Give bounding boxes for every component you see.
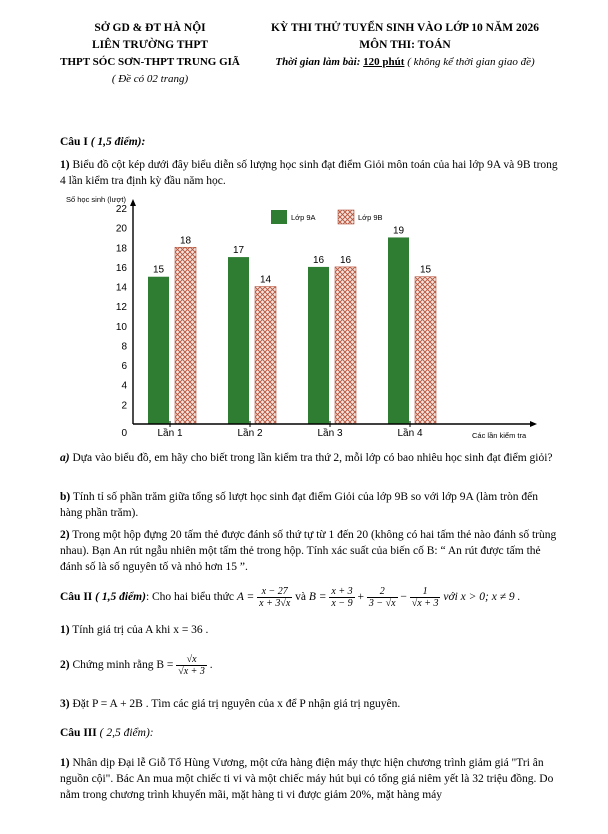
subject: MÔN THI: TOÁN bbox=[359, 39, 451, 51]
y-tick-label: 18 bbox=[115, 243, 127, 255]
x-axis-arrow bbox=[530, 421, 537, 427]
y-tick-label: 12 bbox=[115, 302, 127, 314]
time-label: Thời gian làm bài: bbox=[275, 56, 364, 68]
q2-part-2 bbox=[60, 650, 560, 680]
q2-plus: + bbox=[354, 591, 367, 603]
time-value: 120 phút bbox=[363, 56, 405, 68]
expr-b-frac3 bbox=[410, 586, 441, 609]
q1-intro-num: 1) bbox=[60, 159, 70, 171]
legend-label-9b: Lớp 9B bbox=[358, 213, 383, 222]
q2-and: và bbox=[295, 591, 309, 603]
q2-p3-text: Đặt P = A + 2B . Tìm các giá trị nguyên của x để P nhận giá trị nguyên. bbox=[69, 698, 401, 710]
bar-value-label: 19 bbox=[392, 225, 405, 237]
q1-part-a bbox=[60, 450, 560, 466]
expr-b2-num: 2 bbox=[367, 586, 398, 598]
q2-p1-num: 1) bbox=[60, 624, 70, 636]
y-tick-label: 22 bbox=[115, 204, 127, 215]
q2-part-3 bbox=[60, 696, 560, 712]
q1-intro-text: Biểu đồ cột kép dưới đây biểu diễn số lượng học sinh đạt điểm Giỏi môn toán của hai lớp 9A và 9B trong 4 lần kiểm tra định kỳ đầu năm học. bbox=[60, 159, 558, 187]
q2-condition: với x > 0; x ≠ 9 . bbox=[440, 591, 521, 603]
bar-9a bbox=[148, 277, 169, 424]
q2-p2-end: . bbox=[206, 659, 213, 671]
bar-value-label: 17 bbox=[232, 245, 245, 257]
q2-p2-frac-num: √x bbox=[176, 654, 207, 666]
y-tick-label: 10 bbox=[115, 321, 127, 333]
x-tick-label: Lần 1 bbox=[157, 428, 183, 439]
q1-part-2 bbox=[60, 527, 560, 575]
q2-title: Câu II bbox=[60, 591, 93, 603]
expr-b-frac2 bbox=[367, 586, 398, 609]
y-tick-labels bbox=[116, 204, 128, 439]
q1-title: Câu I bbox=[60, 136, 88, 148]
x-axis-label: Các lần kiểm tra bbox=[472, 431, 527, 440]
q3-heading bbox=[60, 725, 560, 741]
y-axis-arrow bbox=[130, 199, 136, 206]
header-left-line2: LIÊN TRƯỜNG THPT bbox=[91, 39, 209, 51]
expr-a-num: x − 27 bbox=[257, 586, 292, 598]
q2-p2-frac bbox=[176, 654, 207, 677]
bar-9a bbox=[388, 237, 409, 424]
q1-a-text: Dựa vào biểu đồ, em hãy cho biết trong lần kiểm tra thứ 2, mỗi lớp có bao nhiêu học sinh đạt điểm giỏi? bbox=[69, 452, 553, 464]
expr-a-lhs: A = bbox=[236, 591, 258, 603]
q1-part-b bbox=[60, 489, 560, 521]
q3-points: ( 2,5 điểm): bbox=[96, 727, 154, 739]
legend bbox=[271, 210, 383, 224]
q1-p2-text: Trong một hộp đựng 20 tấm thẻ được đánh số thứ tự từ 1 đến 20 (không có hai tấm thẻ nào đánh số trùng nhau). Bạn An rút ngẫu nhiên một tấm thẻ trong hộp. Tính xác suất của biến cố B: “ An rút được tấm thẻ đánh số là số nguyên tố và nhỏ hơn 15 ”. bbox=[60, 529, 557, 573]
q2-p2-num: 2) bbox=[60, 659, 70, 671]
expr-b1-den: x − 9 bbox=[331, 597, 353, 609]
bar-value-label: 16 bbox=[312, 254, 325, 266]
expr-b3-den: √x + 3 bbox=[411, 597, 439, 609]
y-tick-label: 16 bbox=[115, 262, 127, 274]
bar-value-label: 16 bbox=[339, 254, 352, 266]
q1-heading bbox=[60, 134, 560, 150]
q2-p1-text: Tính giá trị của A khi x = 36 . bbox=[69, 624, 209, 636]
time-note: ( không kể thời gian giao đề) bbox=[404, 56, 535, 68]
legend-swatch-9b bbox=[338, 210, 354, 224]
bar-9a bbox=[308, 267, 329, 424]
bar-value-label: 15 bbox=[152, 264, 165, 276]
q1-points: ( 1,5 điểm): bbox=[87, 136, 146, 148]
q2-points: ( 1,5 điểm) bbox=[92, 591, 146, 603]
q2-heading bbox=[60, 582, 580, 612]
q1-b-text: Tính tỉ số phần trăm giữa tổng số lượt học sinh đạt điểm Giỏi của lớp 9B so với lớp 9A (làm tròn đến hàng phần trăm). bbox=[60, 491, 539, 519]
bar-value-label: 14 bbox=[259, 274, 272, 286]
y-tick-label: 20 bbox=[115, 223, 127, 235]
q2-lead: : Cho hai biểu thức bbox=[145, 591, 237, 603]
y-tick-label: 0 bbox=[121, 428, 127, 439]
q2-p2-frac-den: √x + 3 bbox=[178, 665, 205, 677]
y-tick-label: 14 bbox=[115, 282, 127, 294]
q2-p3-num: 3) bbox=[60, 698, 70, 710]
x-tick-label: Lần 3 bbox=[317, 428, 343, 439]
q1-intro bbox=[60, 157, 560, 189]
q3-title: Câu III bbox=[60, 727, 97, 739]
expr-a-den: x + 3√x bbox=[259, 597, 291, 609]
q3-part-1 bbox=[60, 755, 560, 803]
legend-label-9a: Lớp 9A bbox=[291, 213, 316, 222]
expr-b-lhs: B = bbox=[308, 591, 330, 603]
header-left-line1: SỞ GD & ĐT HÀ NỘI bbox=[94, 22, 206, 34]
double-bar-chart bbox=[60, 192, 560, 447]
q2-p2-text: Chứng minh rằng B = bbox=[69, 659, 177, 671]
expr-a-frac bbox=[257, 586, 292, 609]
y-tick-label: 8 bbox=[121, 341, 127, 353]
exam-title: KỲ THI THỬ TUYỂN SINH VÀO LỚP 10 NĂM 2026 bbox=[270, 22, 540, 34]
time-line bbox=[255, 56, 555, 68]
q3-p1-text: Nhân dịp Đại lễ Giỗ Tổ Hùng Vương, một cửa hàng điện máy thực hiện chương trình giảm giá "Tri ân nguồn cội". Bác An mua một chiếc ti vi và một chiếc máy hút bụi có tổng giá niêm yết là 32 triệu đồng. Do nằm trong chương trình khuyến mãi, mặt hàng ti vi được giảm 20%, mặt hàng máy bbox=[60, 757, 554, 801]
bar-value-label: 15 bbox=[419, 264, 432, 276]
y-axis-label: Số học sinh (lượt) bbox=[66, 195, 126, 204]
x-tick-label: Lần 4 bbox=[397, 428, 423, 439]
expr-b1-num: x + 3 bbox=[331, 585, 353, 597]
legend-swatch-9a bbox=[271, 210, 287, 224]
bars bbox=[148, 225, 436, 424]
q1-b-num: b) bbox=[60, 491, 71, 503]
expr-b3-num: 1 bbox=[410, 586, 441, 598]
y-tick-label: 2 bbox=[121, 400, 127, 412]
y-tick-label: 6 bbox=[121, 361, 127, 373]
bar-9b bbox=[175, 247, 196, 424]
expr-b2-den: 3 − √x bbox=[368, 597, 396, 609]
header-left-line3: THPT SÓC SƠN-THPT TRUNG GIÃ bbox=[60, 56, 240, 68]
y-tick-label: 4 bbox=[121, 380, 127, 392]
bar-value-label: 18 bbox=[179, 235, 192, 247]
q1-p2-num: 2) bbox=[60, 529, 70, 541]
x-tick-label: Lần 2 bbox=[237, 428, 263, 439]
expr-b-frac1 bbox=[329, 586, 354, 609]
bar-9b bbox=[255, 287, 276, 424]
q2-part-1 bbox=[60, 622, 560, 638]
bar-9a bbox=[228, 257, 249, 424]
q3-p1-num: 1) bbox=[60, 757, 70, 769]
q1-a-num: a) bbox=[60, 452, 70, 464]
bar-9b bbox=[415, 277, 436, 424]
bar-9b bbox=[335, 267, 356, 424]
pages-note: ( Đề có 02 trang) bbox=[111, 73, 189, 85]
q2-minus: − bbox=[397, 591, 410, 603]
